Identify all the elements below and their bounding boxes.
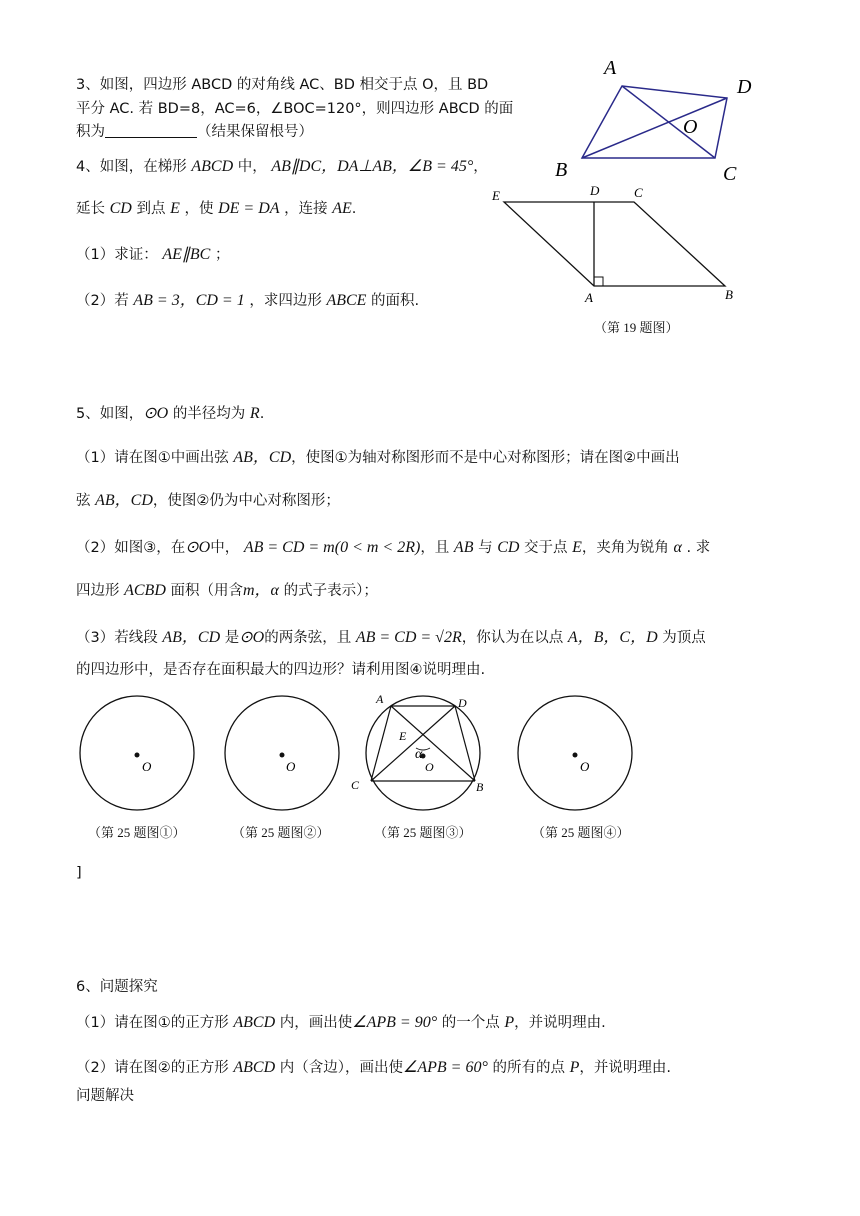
q5-fig3-label-B: B [476, 780, 484, 794]
q5-fig4-label-O: O [580, 759, 590, 774]
q5-caption-2: （第 25 题图②） [232, 825, 330, 840]
q5-figure-2-circle [223, 694, 343, 814]
q3-label-C: C [723, 163, 737, 185]
q4-label-C: C [634, 185, 643, 200]
q4-label-B: B [725, 287, 733, 302]
q5-figure-1-circle [78, 694, 198, 814]
q5-fig3-label-E: E [399, 729, 407, 743]
q3-label-B: B [555, 159, 568, 181]
q3-label-D: D [737, 76, 752, 98]
q5-part-1-line-2: 弦 AB，CD，使图②仍为中心对称图形； [76, 492, 340, 509]
q5-caption-3: （第 25 题图③） [374, 825, 472, 840]
q4-label-E: E [492, 188, 500, 203]
q6-solve-heading: 问题解决 [76, 1088, 134, 1104]
q3-line-1: 3、如图，四边形 ABCD 的对角线 AC、BD 相交于点 O，且 BD [76, 77, 489, 93]
q5-line-1: 5、如图，⊙O 的半径均为 R. [76, 405, 265, 422]
q4-label-A: A [585, 290, 593, 305]
q6-title: 6、问题探究 [76, 979, 158, 995]
q4-line-1: 4、如图，在梯形 ABCD 中， AB∥DC，DA⊥AB，∠B = 45°， [76, 158, 488, 175]
q5-part-3-line-2: 的四边形中，是否存在面积最大的四边形？请利用图④说明理由. [76, 662, 486, 678]
q4-line-2: 延长 CD 到点 E ，使 DE = DA ，连接 AE. [76, 200, 357, 217]
q5-fig3-label-A: A [376, 692, 384, 706]
q5-part-2-line-1: （2）如图③，在⊙O中， AB = CD = m(0 < m < 2R)，且 AB 与 CD 交于点 E，夹角为锐角 α . 求 [76, 539, 711, 556]
q5-caption-4: （第 25 题图④） [532, 825, 630, 840]
q6-part-2: （2）请在图②的正方形 ABCD 内（含边），画出使∠APB = 60° 的所有的点 P，并说明理由. [76, 1059, 671, 1076]
q3-figure-parallelogram [545, 50, 765, 190]
q4-label-D: D [590, 183, 600, 198]
q4-figure-trapezoid [485, 180, 745, 310]
q5-figure-3-circle-chords [345, 688, 495, 816]
answer-blank [105, 123, 197, 138]
q5-part-2-line-2: 四边形 ACBD 面积（用含m，α 的式子表示）； [76, 582, 378, 599]
q5-fig1-label-O: O [142, 759, 152, 774]
q4-part-2: （2）若 AB = 3，CD = 1 ，求四边形 ABCE 的面积. [76, 292, 420, 309]
q5-part-1-line-1: （1）请在图①中画出弦 AB，CD，使图①为轴对称图形而不是中心对称图形；请在图②中画出 [76, 449, 680, 466]
q5-fig3-label-C: C [351, 778, 360, 792]
q3-label-O: O [683, 116, 698, 138]
q4-part-1: （1）求证： AE∥BC ； [76, 246, 230, 263]
q5-figure-4-circle [516, 694, 636, 814]
q5-fig3-label-O: O [425, 760, 434, 774]
q5-part-3-line-1: （3）若线段 AB，CD 是⊙O的两条弦，且 AB = CD = √2R，你认为在以点 A，B，C，D 为顶点 [76, 629, 706, 646]
q5-fig3-label-D: D [458, 696, 467, 710]
q5-fig3-label-alpha: α [415, 747, 423, 762]
q5-caption-1: （第 25 题图①） [88, 825, 186, 840]
q3-line-3: 积为 （结果保留根号） [76, 124, 313, 140]
q5-fig2-label-O: O [286, 759, 296, 774]
q4-figure-caption: （第 19 题图） [594, 320, 679, 335]
q3-label-A: A [604, 57, 617, 79]
q3-line-2: 平分 AC. 若 BD=8，AC=6，∠BOC=120°，则四边形 ABCD 的面 [76, 101, 514, 117]
q6-part-1: （1）请在图①的正方形 ABCD 内，画出使∠APB = 90° 的一个点 P，并说明理由. [76, 1014, 606, 1031]
stray-bracket: ] [76, 865, 82, 881]
